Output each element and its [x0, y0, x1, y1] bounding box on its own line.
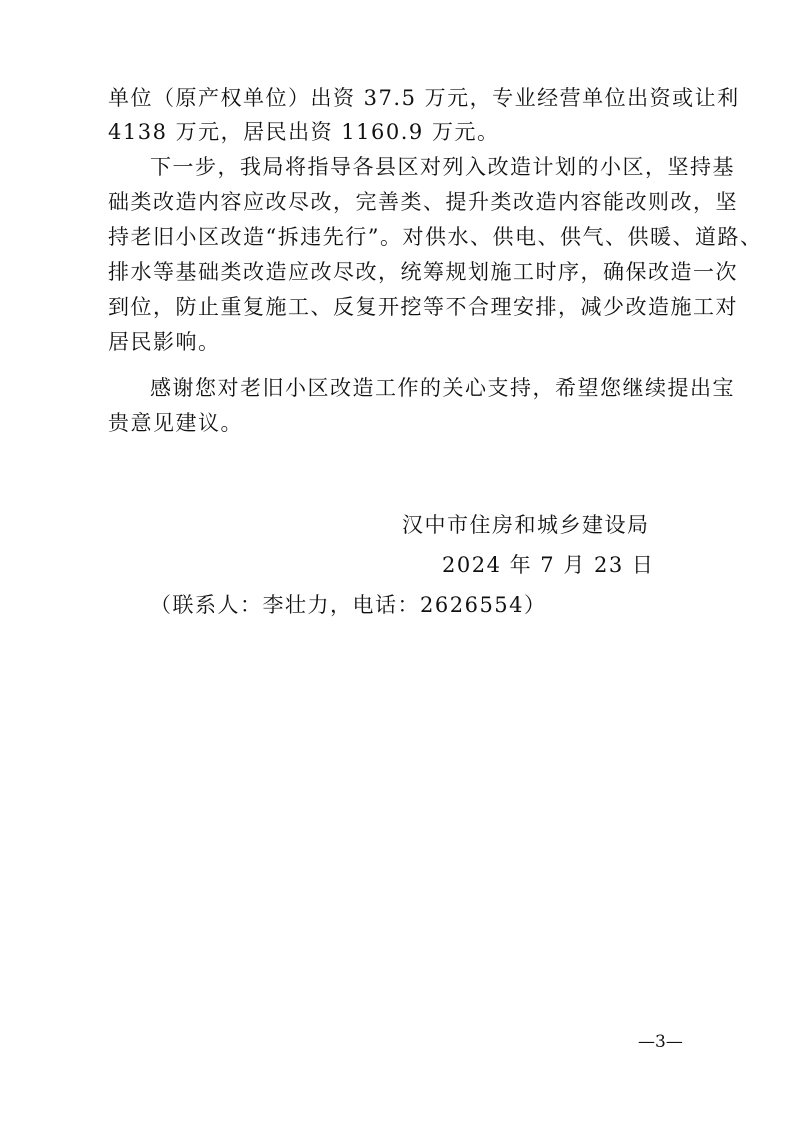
body-line: 4138 万元，居民出资 1160.9 万元。 [108, 120, 500, 144]
body-line: 到位，防止重复施工、反复开挖等不合理安排，减少改造施工对 [108, 295, 738, 319]
body-line: 居民影响。 [108, 330, 221, 354]
body-line: 贵意见建议。 [108, 411, 243, 435]
body-line: 础类改造内容应改尽改，完善类、提升类改造内容能改则改，坚 [108, 190, 738, 214]
signature-date: 2024 年 7 月 23 日 [442, 553, 655, 577]
body-line: 持老旧小区改造“拆违先行”。对供水、供电、供气、供暖、道路、 [108, 225, 763, 249]
body-line: 下一步，我局将指导各县区对列入改造计划的小区，坚持基 [150, 155, 735, 179]
body-line: 单位（原产权单位）出资 37.5 万元，专业经营单位出资或让利 [108, 86, 740, 110]
body-line: 排水等基础类改造应改尽改，统筹规划施工时序，确保改造一次 [108, 260, 738, 284]
contact-info: （联系人：李壮力，电话：2626554） [150, 593, 547, 617]
signature-org: 汉中市住房和城乡建设局 [402, 513, 650, 537]
page-number: —3— [638, 1032, 683, 1052]
body-line: 感谢您对老旧小区改造工作的关心支持，希望您继续提出宝 [150, 376, 735, 400]
